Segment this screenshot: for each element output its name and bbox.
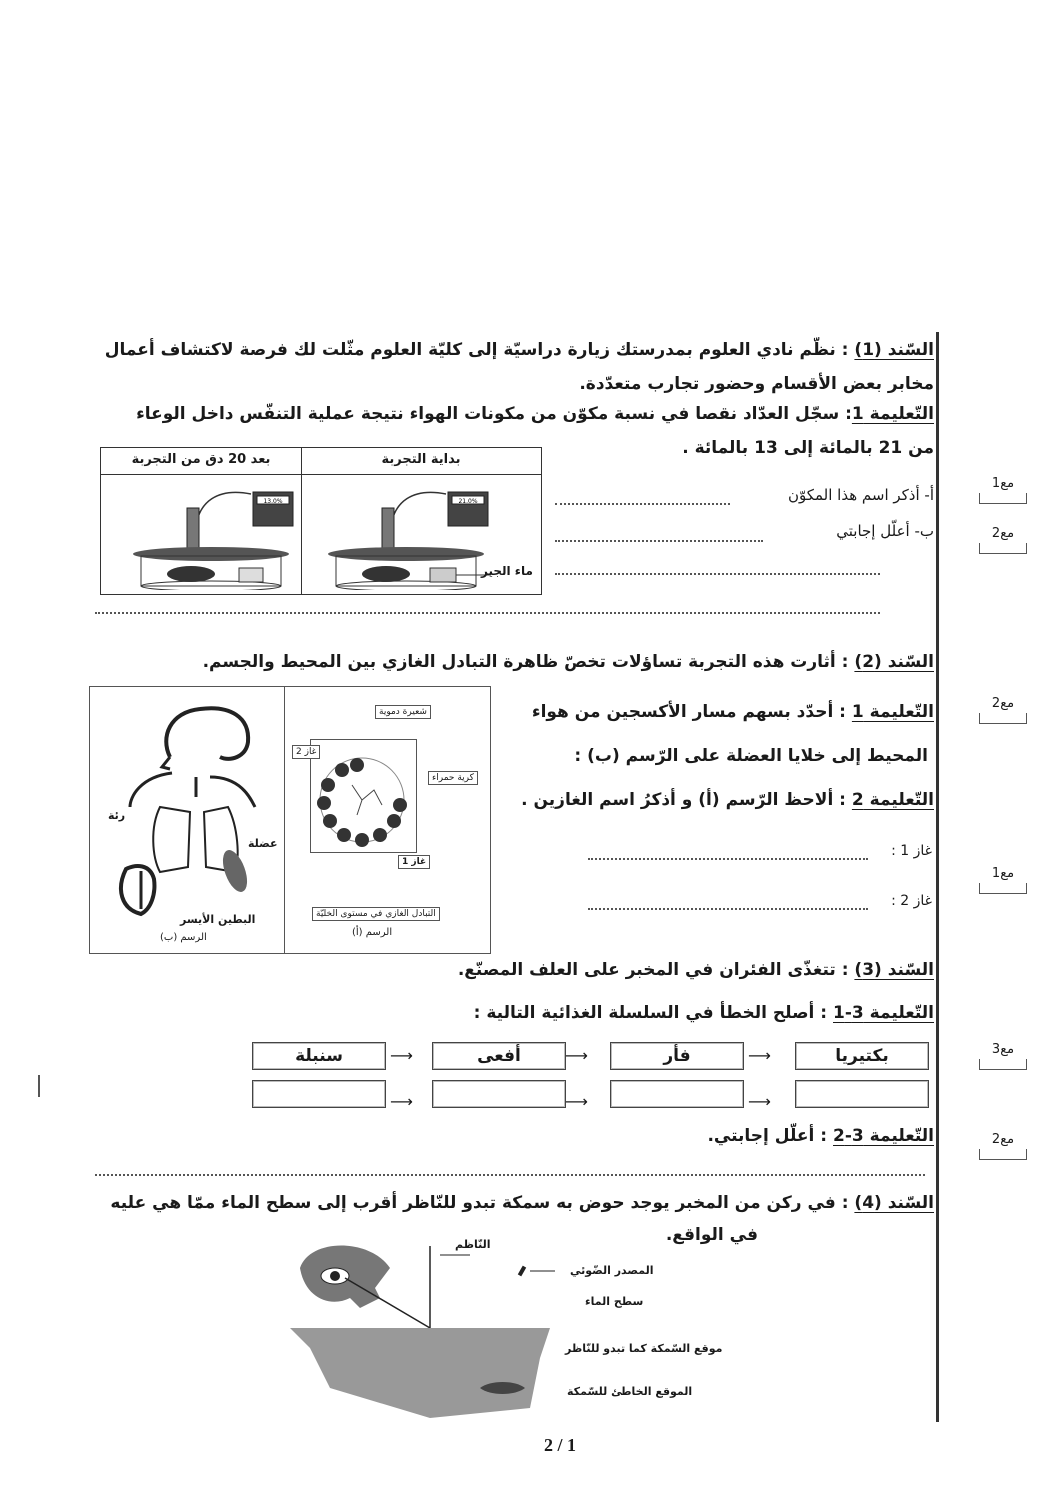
red-cell-label: كرية حمراء xyxy=(428,771,478,785)
arrow-right-icon: ⟶ xyxy=(565,1092,588,1111)
sanad3-instr2-label: التّعليمة 3-2 xyxy=(833,1126,934,1146)
sanad2-instr1-text: : أحدّد بسهم مسار الأكسجين من هواء xyxy=(531,702,852,722)
sanad2-instr1-label: التّعليمة 1 xyxy=(851,702,934,722)
mark-box-1b xyxy=(978,526,1028,554)
apparent-position-label: موقع السّمكة كما تبدو للنّاظر xyxy=(565,1342,723,1355)
sanad4-line1 xyxy=(110,1193,934,1213)
chain-answer-2[interactable] xyxy=(610,1080,744,1108)
mark-label: مع2 xyxy=(991,1132,1015,1147)
mark-box-2b xyxy=(978,866,1028,894)
light-source-label: المصدر الضّوئي xyxy=(570,1264,654,1277)
mark-box-1a xyxy=(978,476,1028,504)
sanad3-instr2 xyxy=(707,1126,934,1146)
sanad3-text: : تتغذّى الفئران في المخبر على العلف المصنّع. xyxy=(457,960,855,980)
refraction-figure xyxy=(290,1238,590,1438)
arrow-right-icon: ⟶ xyxy=(390,1092,413,1111)
sanad3-instr1 xyxy=(474,1003,934,1023)
muscle-drawing xyxy=(220,847,250,895)
real-position-label: الموقع الخاطئ للسّمكة xyxy=(567,1385,693,1398)
col-start-header: بداية التجربة xyxy=(381,452,461,467)
cell-exchange-figure xyxy=(312,745,412,850)
apparatus-start xyxy=(316,478,496,590)
chain-item-3: أفعى xyxy=(432,1042,566,1070)
capillary-label: شعيرة دموية xyxy=(375,705,431,719)
answer-b-field[interactable] xyxy=(555,540,763,542)
muscle-label: عضلة xyxy=(248,837,278,850)
observer-label: النّاظم xyxy=(455,1238,491,1251)
apparatus-after xyxy=(121,478,301,590)
gas2-answer-field[interactable] xyxy=(588,908,868,910)
figure-a-title: التبادل الغازي في مستوى الخليّة xyxy=(312,907,440,921)
mark-box-3b xyxy=(978,1132,1028,1160)
mark-box-3a xyxy=(978,1042,1028,1070)
sanad1-line2: مخابر بعض الأقسام وحضور تجارب متعدّدة. xyxy=(579,374,934,394)
sanad2-instr1-line2: المحيط إلى خلايا العضلة على الرّسم (ب) : xyxy=(574,746,928,766)
chain-item-4: سنبلة xyxy=(252,1042,386,1070)
gas1-field-label: غاز 1 : xyxy=(891,843,932,859)
mark-label: مع3 xyxy=(991,1042,1015,1057)
experiment-table xyxy=(100,447,542,595)
mark-label: مع2 xyxy=(991,696,1015,711)
answer-a-field[interactable] xyxy=(555,503,730,505)
justify-answer-field[interactable] xyxy=(95,1174,925,1176)
reading-after: 13.0% xyxy=(263,498,283,505)
mark-label: مع1 xyxy=(991,866,1015,881)
limewater-label: ماء الجير xyxy=(481,564,533,578)
water-surface-label: سطح الماء xyxy=(585,1295,644,1308)
sanad3-line xyxy=(458,960,934,980)
chain-answer-1[interactable] xyxy=(795,1080,929,1108)
sanad4-label: السّند (4) xyxy=(854,1193,934,1213)
arrow-right-icon: ⟶ xyxy=(565,1046,588,1065)
sanad3-instr2-text: : أعلّل إجابتي. xyxy=(707,1126,833,1146)
mark-label: مع1 xyxy=(991,476,1015,491)
sanad1-instr1-line2: من 21 بالمائة إلى 13 بالمائة . xyxy=(682,438,934,458)
figure-b-caption: الرسم (ب) xyxy=(160,932,207,943)
chain-answer-3[interactable] xyxy=(432,1080,566,1108)
sanad2-text: : أثارت هذه التجربة تساؤلات تخصّ ظاهرة التبادل الغازي بين المحيط والجسم. xyxy=(202,652,855,672)
gas2-field-label: غاز 2 : xyxy=(891,893,932,909)
reading-start: 21.0% xyxy=(458,498,478,505)
sanad2-instr2-text: : ألاحظ الرّسم (أ) و أذكرُ اسم الغازين . xyxy=(521,790,852,810)
lung-label: رئة xyxy=(108,809,126,822)
sanad3-label: السّند (3) xyxy=(854,960,934,980)
arrow-right-icon: ⟶ xyxy=(748,1092,771,1111)
chain-answer-4[interactable] xyxy=(252,1080,386,1108)
sanad3-instr1-text: : أصلح الخطأ في السلسلة الغذائية التالية : xyxy=(473,1003,833,1023)
chain-item-2: فأر xyxy=(610,1042,744,1070)
sanad1-label: السّند (1) xyxy=(854,340,934,360)
instr1-label: التّعليمة 1 xyxy=(851,404,934,424)
scan-mark xyxy=(38,1075,40,1097)
answer-b-field-2[interactable] xyxy=(555,573,880,575)
sanad1-instr1 xyxy=(136,404,934,424)
sanad4-line2: في الواقع. xyxy=(665,1225,758,1245)
gas2-label: غاز 2 xyxy=(292,745,320,759)
mark-box-2a xyxy=(978,696,1028,724)
sanad2-line xyxy=(203,652,934,672)
figure-a-caption: الرسم (أ) xyxy=(352,927,393,938)
arrow-right-icon: ⟶ xyxy=(390,1046,413,1065)
sanad3-instr1-label: التّعليمة 3-1 xyxy=(833,1003,934,1023)
question-b: ب- أعلّل إجابتي xyxy=(836,522,934,540)
sanad2-instr2-label: التّعليمة 2 xyxy=(851,790,934,810)
col-after-header: بعد 20 دق من التجربة xyxy=(131,452,271,467)
sanad1-line1 xyxy=(105,340,934,360)
sanad4-text1: : في ركن من المخبر يوجد حوض به سمكة تبدو للنّاظر أقرب إلى سطح الماء ممّا هي عليه xyxy=(110,1193,855,1213)
chain-item-1: بكتيريا xyxy=(795,1042,929,1070)
page-number: 2 / 1 xyxy=(543,1435,576,1455)
arrow-right-icon: ⟶ xyxy=(748,1046,771,1065)
ventricle-label: البطين الأيسر xyxy=(180,913,256,926)
sanad2-instr2 xyxy=(521,790,934,810)
instr1-text: : سجّل العدّاد نقصا في نسبة مكوّن من مكونات الهواء نتيجة عملية التنفّس داخل الوعاء xyxy=(136,404,852,424)
sanad1-text1: : نظّم نادي العلوم بمدرستك زيارة دراسيّة إلى كليّة العلوم مثّلت لك فرصة لاكتشاف أعمال xyxy=(104,340,855,360)
mark-label: مع2 xyxy=(991,526,1015,541)
sanad2-instr1 xyxy=(532,702,934,722)
sanad2-label: السّند (2) xyxy=(854,652,934,672)
figures-frame xyxy=(89,686,491,954)
margin-rule xyxy=(936,332,939,1422)
question-a: أ- أذكر اسم هذا المكوّن xyxy=(787,486,934,504)
heart-drawing xyxy=(116,859,176,919)
gas1-label: غاز 1 xyxy=(398,855,430,869)
answer-b-field-3[interactable] xyxy=(95,612,880,614)
gas1-answer-field[interactable] xyxy=(588,858,868,860)
